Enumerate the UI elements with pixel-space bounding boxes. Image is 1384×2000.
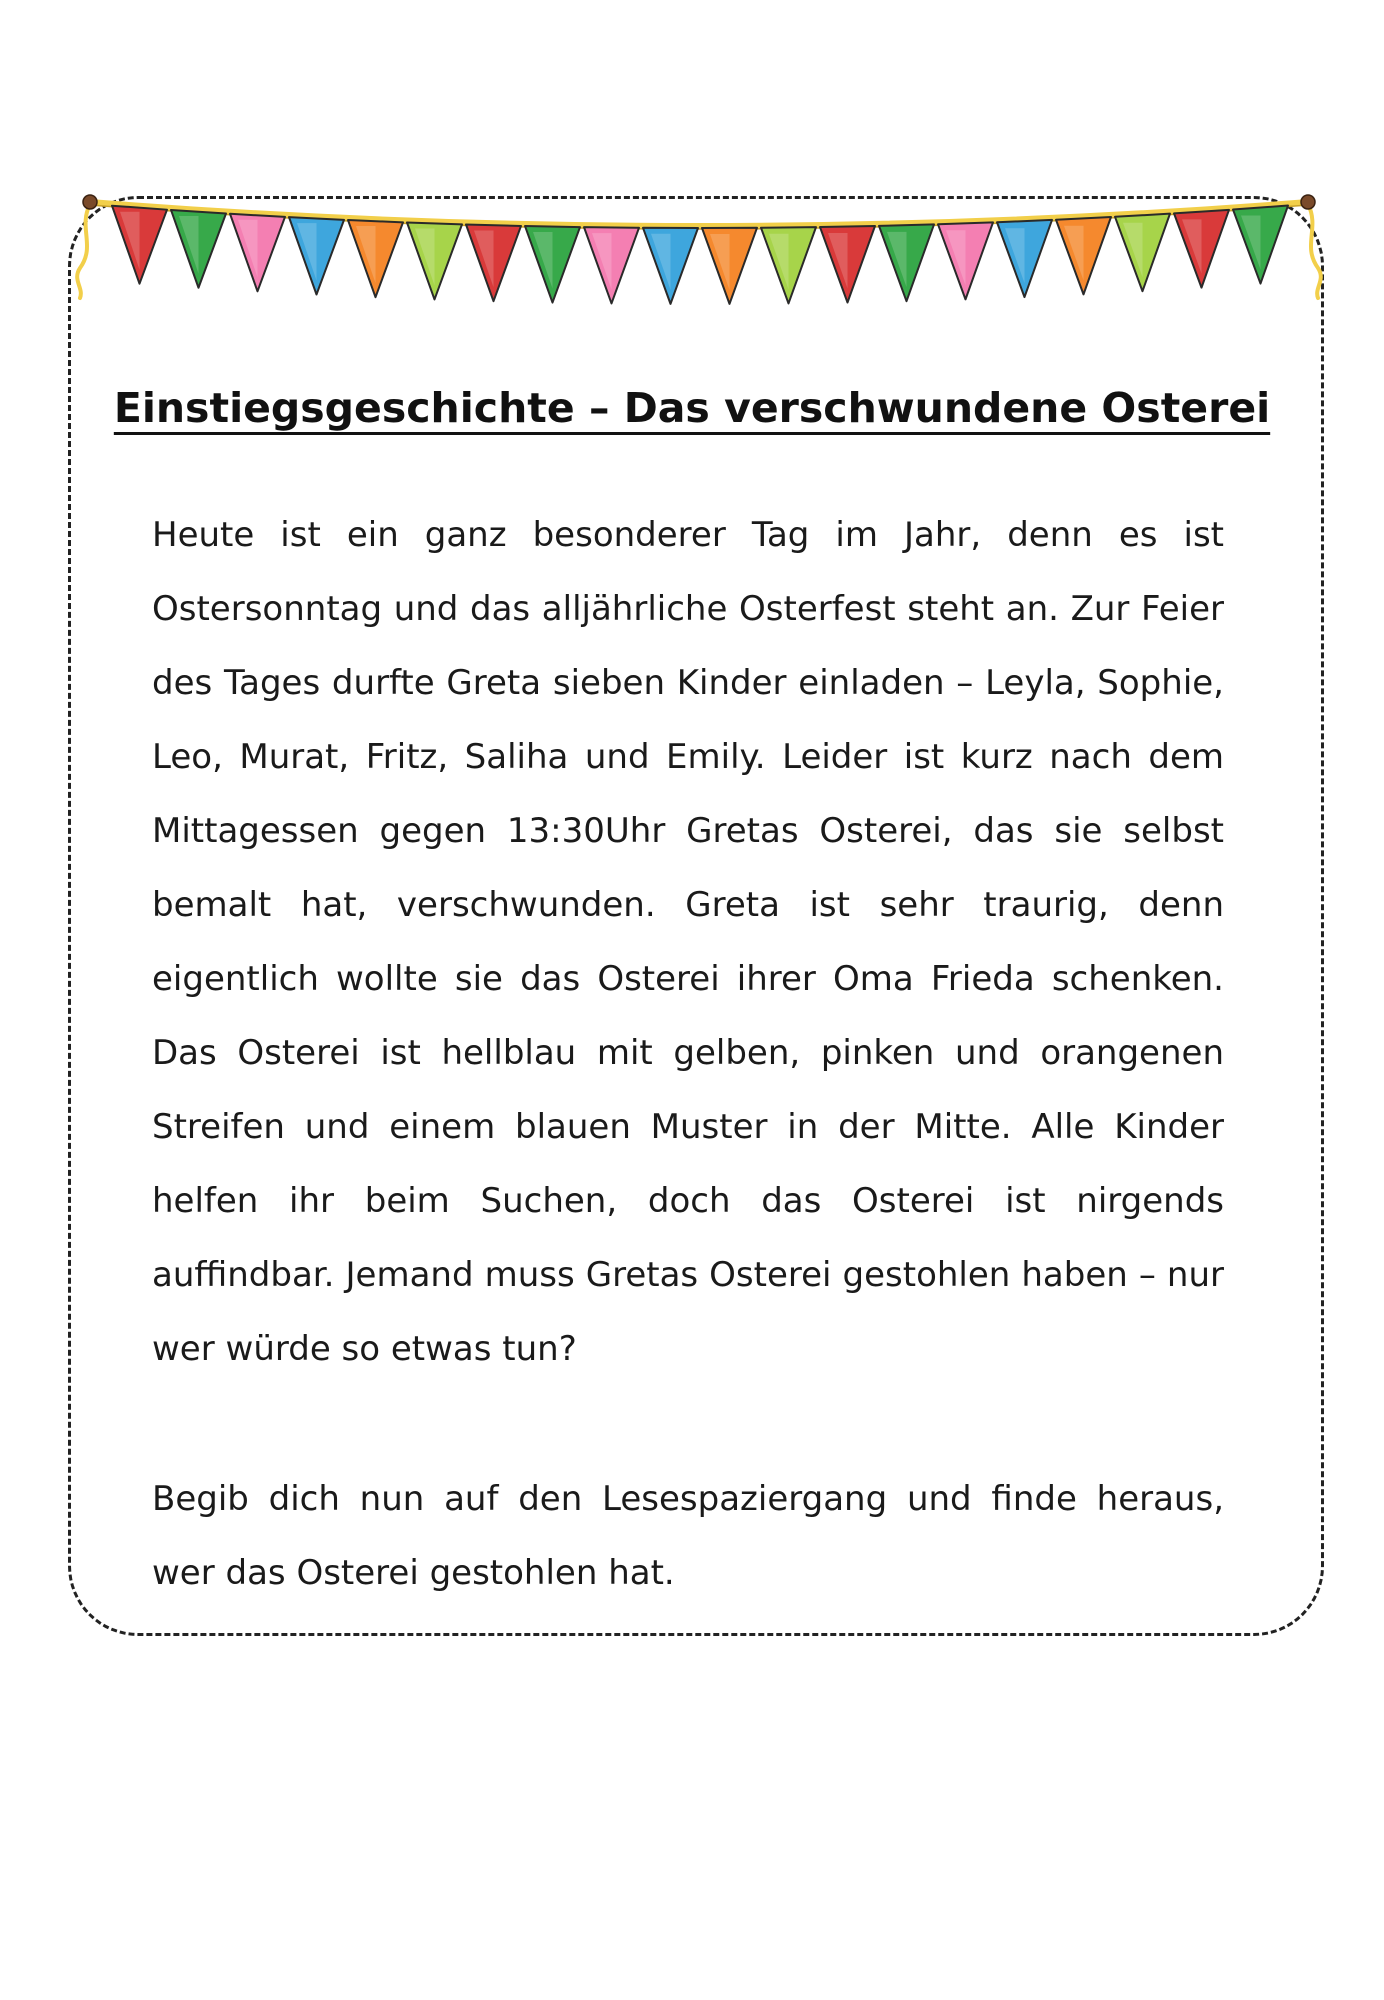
task-paragraph: Begib dich nun auf den Lesespaziergang und finde heraus, wer das Osterei gestohlen hat. (152, 1479, 1224, 1593)
ribbon-end-left (77, 204, 90, 298)
garland-knot-left (83, 195, 97, 209)
pennant-highlight (238, 220, 258, 278)
pennant-highlight (120, 212, 140, 270)
page-title (0, 384, 1384, 432)
garland-knot-right (1301, 195, 1315, 209)
bunting-garland (68, 188, 1330, 328)
page-title-text: Einstiegsgeschichte – Das verschwundene Osterei (113, 384, 1271, 432)
ribbon-end-right (1308, 204, 1321, 298)
story-paragraph: Heute ist ein ganz besonderer Tag im Jahr, denn es ist Ostersonntag und das alljährliche Osterfest steht an. Zur Feier des Tages durfte Greta sieben Kinder einladen – Leyla, Sophie, Leo, Murat, Fritz, Saliha und Emily. Leider ist kurz nach dem Mittagessen gegen 13:30Uhr Gretas Osterei, das sie selbst bemalt hat, verschwunden. Greta ist sehr traurig, denn eigentlich wollte sie das Osterei ihrer Oma Frieda schenken. Das Osterei ist hellblau mit gelben, pinken und orangenen Streifen und einem blauen Muster in der Mitte. Alle Kinder helfen ihr beim Suchen, doch das Osterei ist nirgends auffindbar. Jemand muss Gretas Osterei gestohlen haben – nur wer würde so etwas tun? (152, 515, 1224, 1369)
